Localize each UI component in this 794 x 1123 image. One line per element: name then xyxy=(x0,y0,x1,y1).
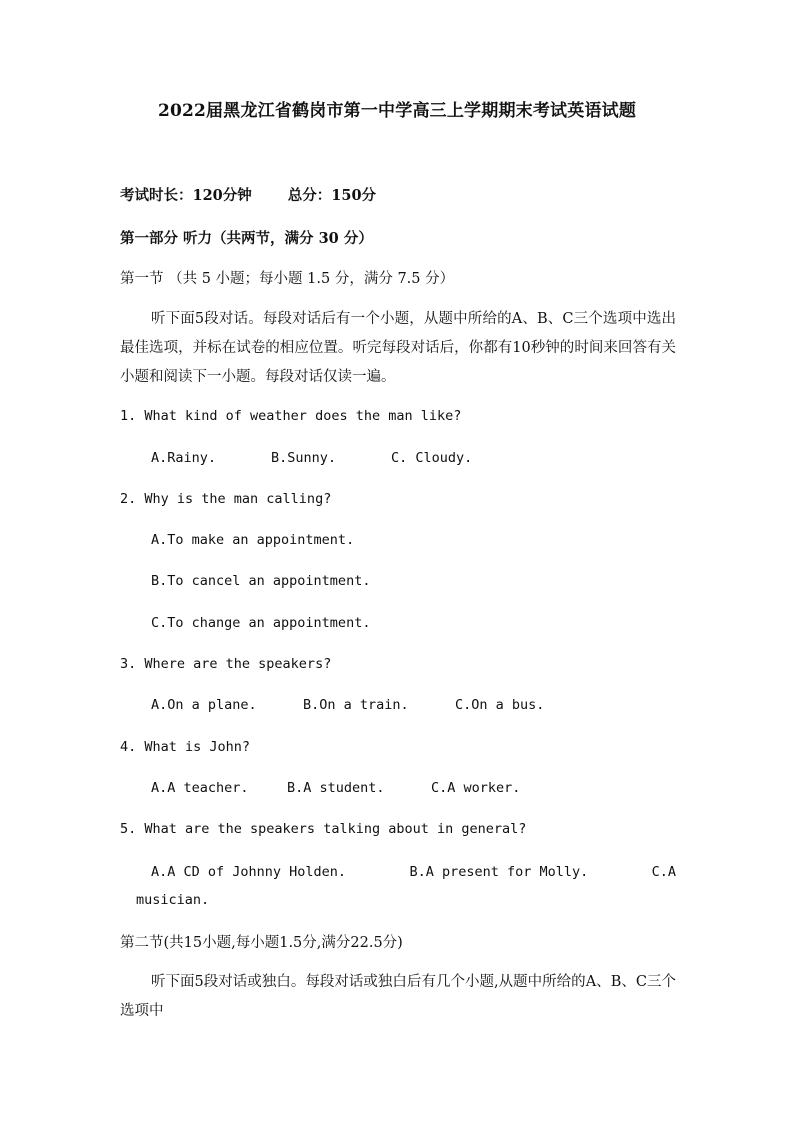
option-a: A.A teacher. xyxy=(151,780,249,796)
option-c: C.A worker. xyxy=(431,780,521,796)
question-1: 1. What kind of weather does the man like? xyxy=(120,408,462,424)
option-a: A.On a plane. xyxy=(151,697,257,713)
option-c-continuation: musician. xyxy=(136,892,210,908)
option-b: B.A student. xyxy=(287,780,385,796)
option-c: C. Cloudy. xyxy=(391,450,473,466)
option-a: A.To make an appointment. xyxy=(151,532,355,548)
question-3-options xyxy=(151,697,544,713)
section2-heading: 第二节(共15小题,每小题1.5分,满分22.5分) xyxy=(120,935,403,951)
option-b: B.On a train. xyxy=(303,697,409,713)
exam-meta xyxy=(120,184,376,205)
section1-instructions: 听下面5段对话。每段对话后有一个小题，从题中所给的A、B、C三个选项中选出最佳选项，并标在试卷的相应位置。听完每段对话后，你都有10秒钟的时间来回答有关小题和阅读下一小题。每段对话仅读一遍。 xyxy=(120,311,676,385)
exam-title: 2022届黑龙江省鹤岗市第一中学高三上学期期末考试英语试题 xyxy=(157,101,637,121)
option-c: C.A xyxy=(651,864,676,880)
exam-duration: 考试时长：120分钟 xyxy=(120,187,252,204)
option-a: A.A CD of Johnny Holden. xyxy=(151,864,347,880)
section2-instructions: 听下面5段对话或独白。每段对话或独白后有几个小题,从题中所给的A、B、C三个选项中 xyxy=(120,974,676,1019)
question-4: 4. What is John? xyxy=(120,739,251,755)
option-c: C.On a bus. xyxy=(455,697,545,713)
question-3: 3. Where are the speakers? xyxy=(120,656,332,672)
question-4-options xyxy=(151,780,520,796)
option-a: A.Rainy. xyxy=(151,450,217,466)
question-2: 2. Why is the man calling? xyxy=(120,491,332,507)
section1-heading: 第一节 （共 5 小题；每小题 1.5 分，满分 7.5 分） xyxy=(120,271,455,287)
question-1-options xyxy=(151,450,472,466)
option-b: B.A present for Molly. xyxy=(409,864,589,880)
part1-heading: 第一部分 听力（共两节，满分 30 分） xyxy=(120,230,373,247)
option-b: B.To cancel an appointment. xyxy=(151,573,371,589)
exam-total-score: 总分：150分 xyxy=(287,187,377,204)
question-5-options xyxy=(136,858,676,914)
question-5: 5. What are the speakers talking about in general? xyxy=(120,821,527,837)
option-c: C.To change an appointment. xyxy=(151,615,371,631)
option-b: B.Sunny. xyxy=(271,450,337,466)
